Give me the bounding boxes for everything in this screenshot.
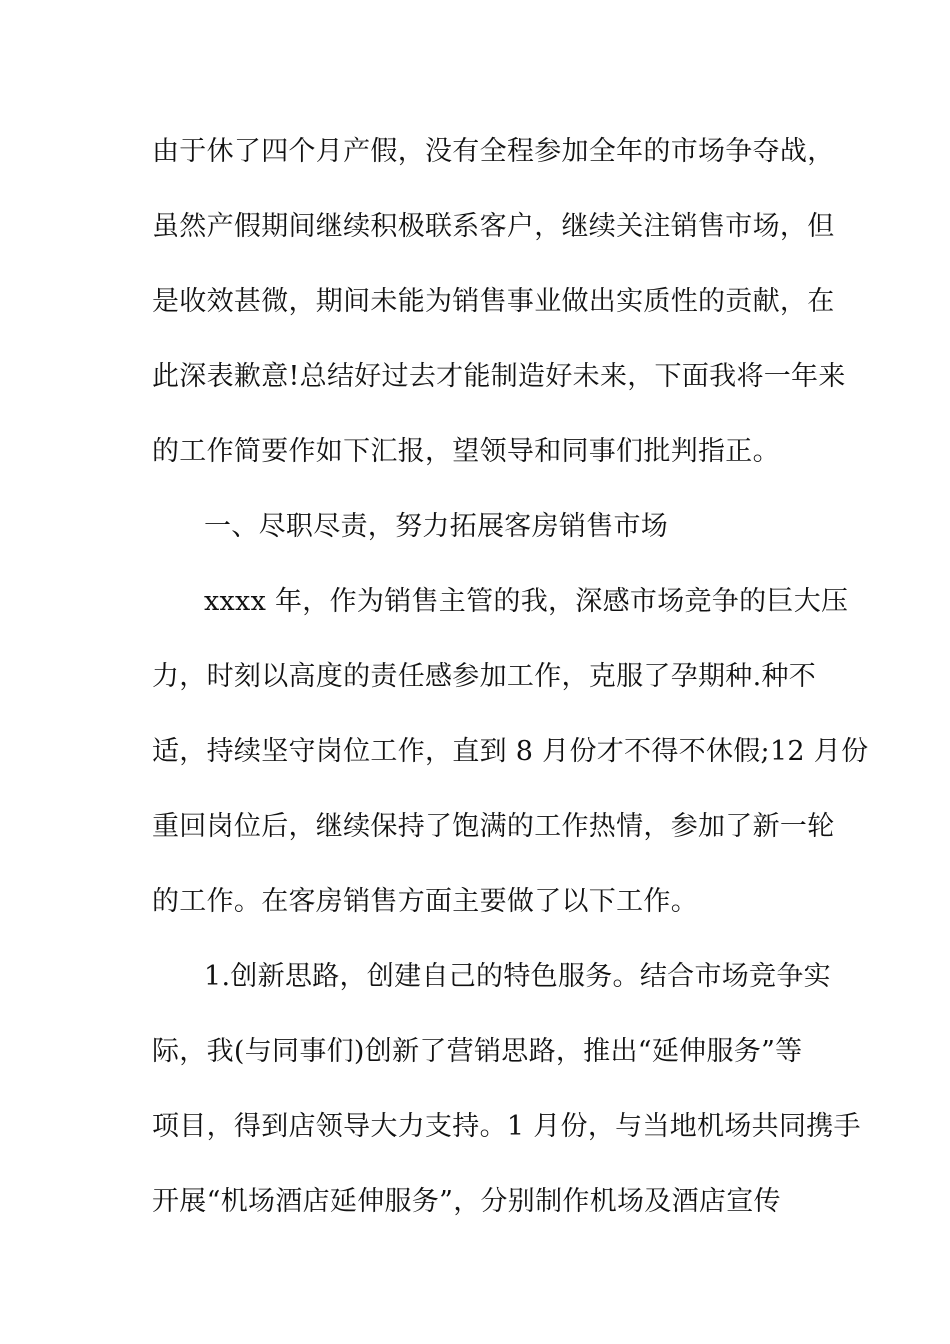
paragraph-line-10: 重回岗位后，继续保持了饱满的工作热情，参加了新一轮 <box>152 811 835 842</box>
paragraph-line-2: 虽然产假期间继续积极联系客户，继续关注销售市场，但 <box>152 211 835 242</box>
paragraph-line-14: 项目，得到店领导大力支持。1 月份，与当地机场共同携手 <box>152 1111 861 1142</box>
paragraph-line-4: 此深表歉意!总结好过去才能制造好未来，下面我将一年来 <box>152 361 846 392</box>
paragraph-line-12: 1.创新思路，创建自己的特色服务。结合市场竞争实 <box>204 961 831 992</box>
paragraph-line-15: 开展“机场酒店延伸服务”，分别制作机场及酒店宣传 <box>152 1186 781 1217</box>
section-heading: 一、尽职尽责，努力拓展客房销售市场 <box>204 511 669 542</box>
paragraph-line-5: 的工作简要作如下汇报，望领导和同事们批判指正。 <box>152 436 780 467</box>
paragraph-line-3: 是收效甚微，期间未能为销售事业做出实质性的贡献，在 <box>152 286 835 317</box>
paragraph-line-8: 力，时刻以高度的责任感参加工作，克服了孕期种.种不 <box>152 661 817 692</box>
paragraph-line-7: xxxx 年，作为销售主管的我，深感市场竞争的巨大压 <box>204 586 849 617</box>
paragraph-line-1: 由于休了四个月产假，没有全程参加全年的市场争夺战， <box>152 136 835 167</box>
paragraph-line-11: 的工作。在客房销售方面主要做了以下工作。 <box>152 886 698 917</box>
paragraph-line-13: 际，我(与同事们)创新了营销思路，推出“延伸服务”等 <box>152 1036 803 1067</box>
paragraph-line-9: 适，持续坚守岗位工作，直到 8 月份才不得不休假;12 月份 <box>152 736 869 767</box>
